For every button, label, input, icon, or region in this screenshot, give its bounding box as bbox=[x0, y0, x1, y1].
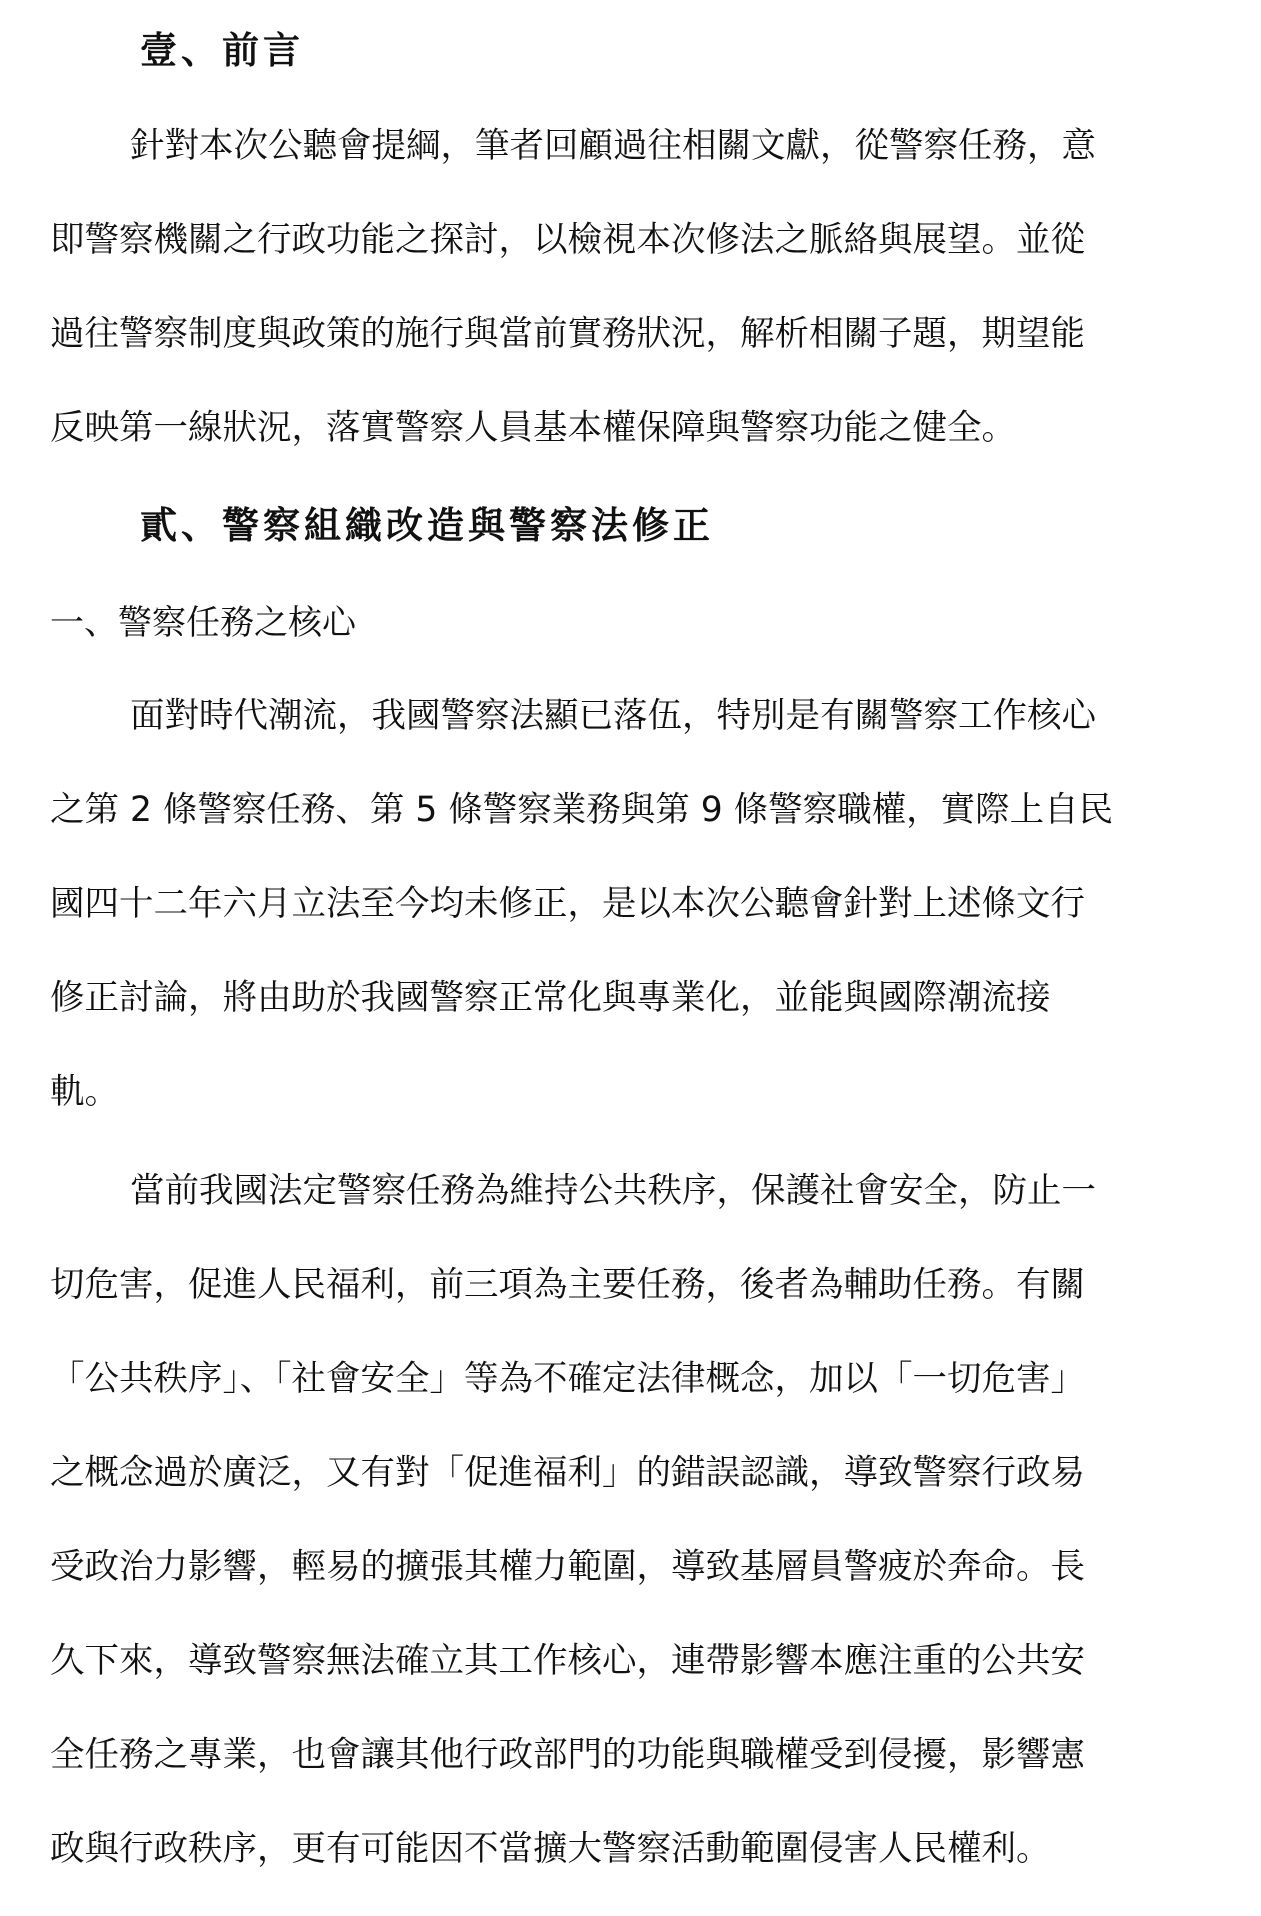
subsection-heading-police-mission: 一、警察任務之核心 bbox=[50, 603, 356, 643]
paragraph-line: 「公共秩序」、「社會安全」等為不確定法律概念，加以「一切危害」 bbox=[50, 1359, 1085, 1399]
section-heading-police-reform: 貳、警察組織改造與警察法修正 bbox=[140, 503, 714, 547]
paragraph-line: 之第 2 條警察任務、第 5 條警察業務與第 9 條警察職權，實際上自民 bbox=[50, 790, 1114, 830]
police-mission-paragraph-1 bbox=[50, 669, 1210, 1139]
preface-paragraph bbox=[50, 99, 1210, 475]
paragraph-line: 受政治力影響，輕易的擴張其權力範圍，導致基層員警疲於奔命。長 bbox=[50, 1547, 1085, 1587]
paragraph-line: 切危害，促進人民福利，前三項為主要任務，後者為輔助任務。有關 bbox=[50, 1265, 1085, 1305]
paragraph-line: 當前我國法定警察任務為維持公共秩序，保護社會安全，防止一 bbox=[130, 1171, 1096, 1211]
paragraph-line: 國四十二年六月立法至今均未修正，是以本次公聽會針對上述條文行 bbox=[50, 884, 1085, 924]
paragraph-line: 即警察機關之行政功能之探討，以檢視本次修法之脈絡與展望。並從 bbox=[50, 220, 1085, 260]
paragraph-line: 之概念過於廣泛，又有對「促進福利」的錯誤認識，導致警察行政易 bbox=[50, 1453, 1085, 1493]
paragraph-line: 針對本次公聽會提綱，筆者回顧過往相關文獻，從警察任務，意 bbox=[130, 126, 1096, 166]
paragraph-line: 久下來，導致警察無法確立其工作核心，連帶影響本應注重的公共安 bbox=[50, 1641, 1085, 1681]
paragraph-line: 軌。 bbox=[50, 1072, 119, 1112]
paragraph-line: 過往警察制度與政策的施行與當前實務狀況，解析相關子題，期望能 bbox=[50, 314, 1085, 354]
paragraph-line: 反映第一線狀況，落實警察人員基本權保障與警察功能之健全。 bbox=[50, 408, 1016, 448]
police-mission-paragraph-2 bbox=[50, 1144, 1210, 1896]
paragraph-line: 面對時代潮流，我國警察法顯已落伍，特別是有關警察工作核心 bbox=[130, 696, 1096, 736]
paragraph-line: 全任務之專業，也會讓其他行政部門的功能與職權受到侵擾，影響憲 bbox=[50, 1735, 1085, 1775]
paragraph-line: 修正討論，將由助於我國警察正常化與專業化，並能與國際潮流接 bbox=[50, 978, 1051, 1018]
section-heading-preface: 壹、前言 bbox=[140, 28, 304, 72]
paragraph-line: 政與行政秩序，更有可能因不當擴大警察活動範圍侵害人民權利。 bbox=[50, 1829, 1051, 1869]
